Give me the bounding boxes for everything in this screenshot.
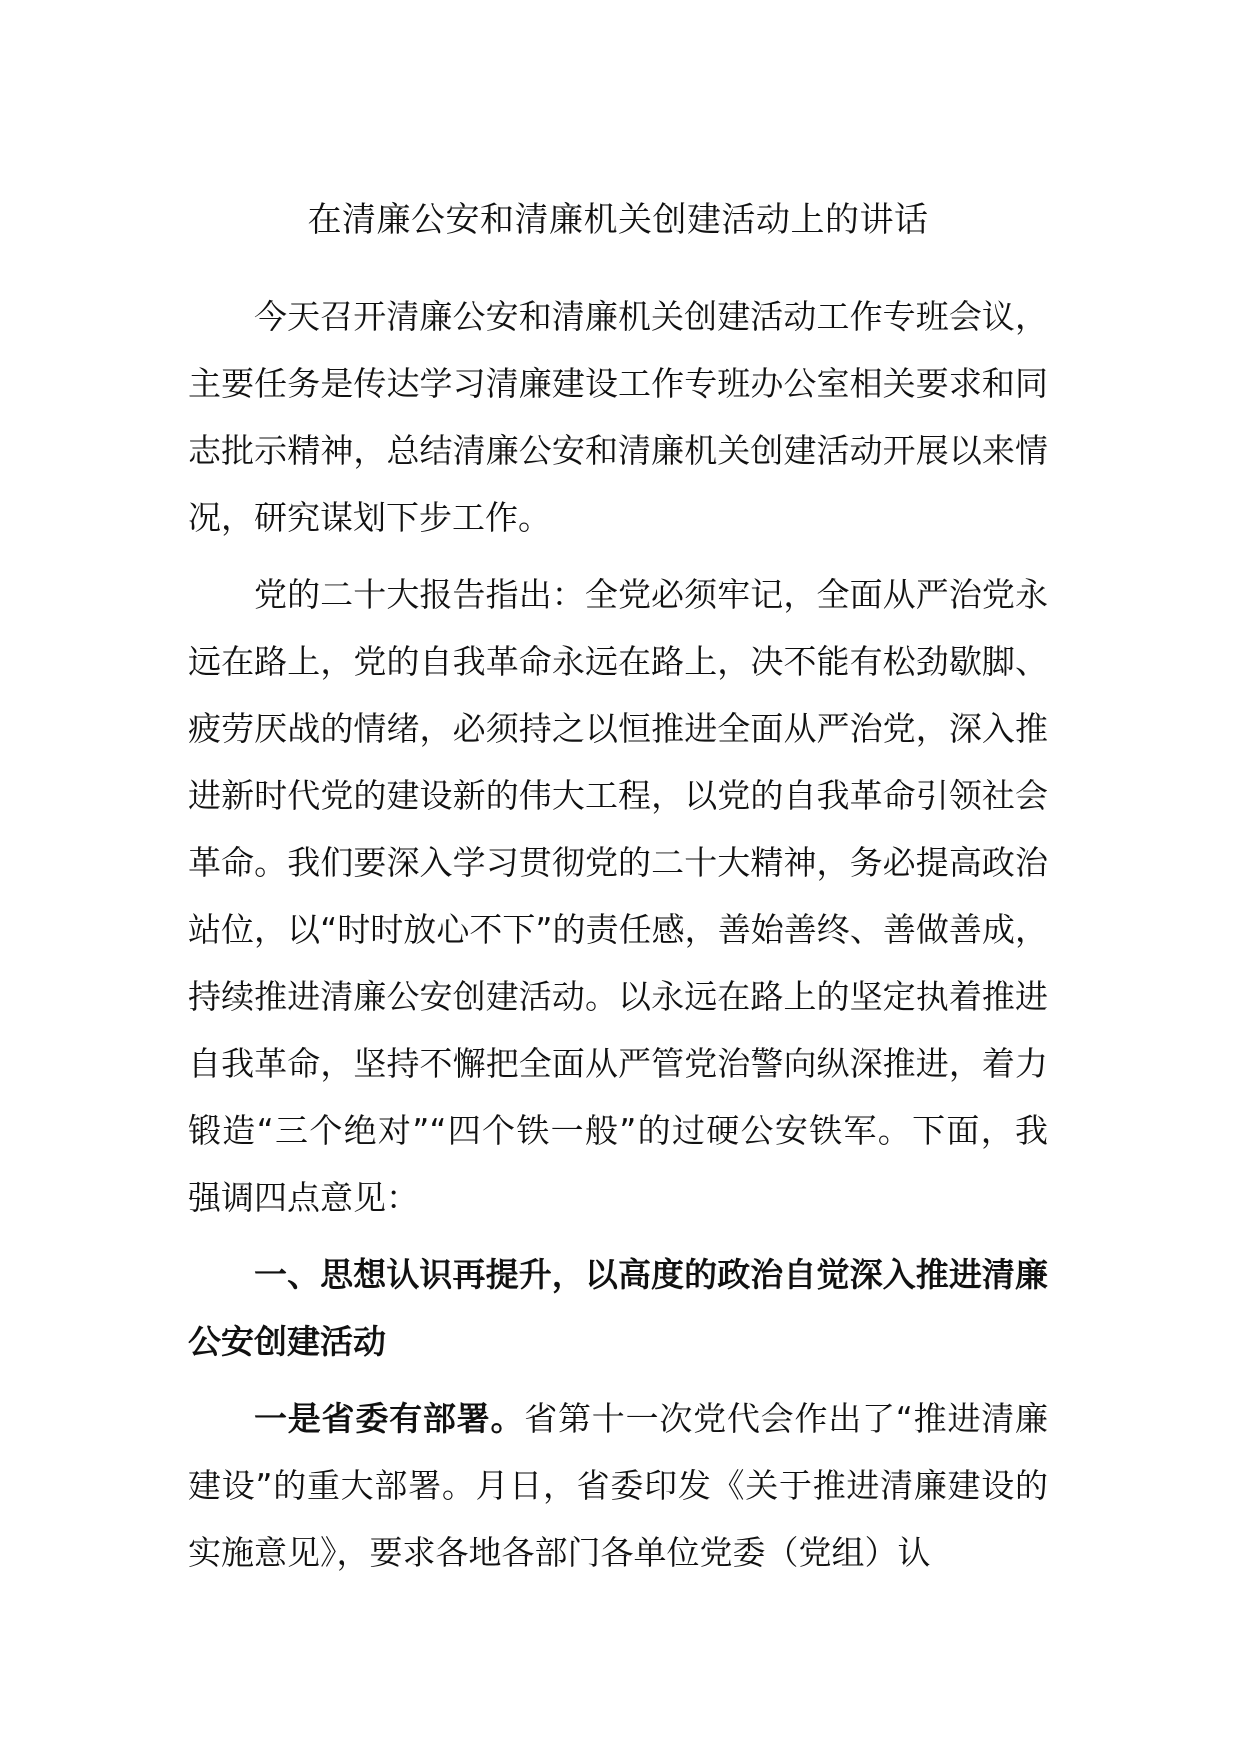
section-heading-1: 一、思想认识再提升，以高度的政治自觉深入推进清廉公安创建活动 [188,1255,1048,1361]
paragraph-body: 省第十一次党代会作出了“推进清廉建设”的重大部署。月日，省委印发《关于推进清廉建设的实施意见》，要求各地各部门各单位党委（党组）认 [188,1399,1048,1572]
paragraph-report: 党的二十大报告指出：全党必须牢记，全面从严治党永远在路上，党的自我革命永远在路上，决不能有松劲歇脚、疲劳厌战的情绪，必须持之以恒推进全面从严治党，深入推进新时代党的建设新的伟大工程，以党的自我革命引领社会革命。我们要深入学习贯彻党的二十大精神，务必提高政治站位，以“时时放心不下”的责任感，善始善终、善做善成，持续推进清廉公安创建活动。以永远在路上的坚定执着推进自我革命，坚持不懈把全面从严管党治警向纵深推进，着力锻造“三个绝对”“四个铁一般”的过硬公安铁军。下面，我强调四点意见： [188,575,1048,1217]
paragraph-intro: 今天召开清廉公安和清廉机关创建活动工作专班会议，主要任务是传达学习清廉建设工作专班办公室相关要求和同志批示精神，总结清廉公安和清廉机关创建活动开展以来情况，研究谋划下步工作。 [188,297,1048,537]
paragraph-lead: 一是省委有部署。 [254,1399,525,1438]
paragraph-section-1 [188,1385,1048,1586]
document-title: 在清廉公安和清廉机关创建活动上的讲话 [307,200,929,240]
document-page [188,195,1048,1596]
